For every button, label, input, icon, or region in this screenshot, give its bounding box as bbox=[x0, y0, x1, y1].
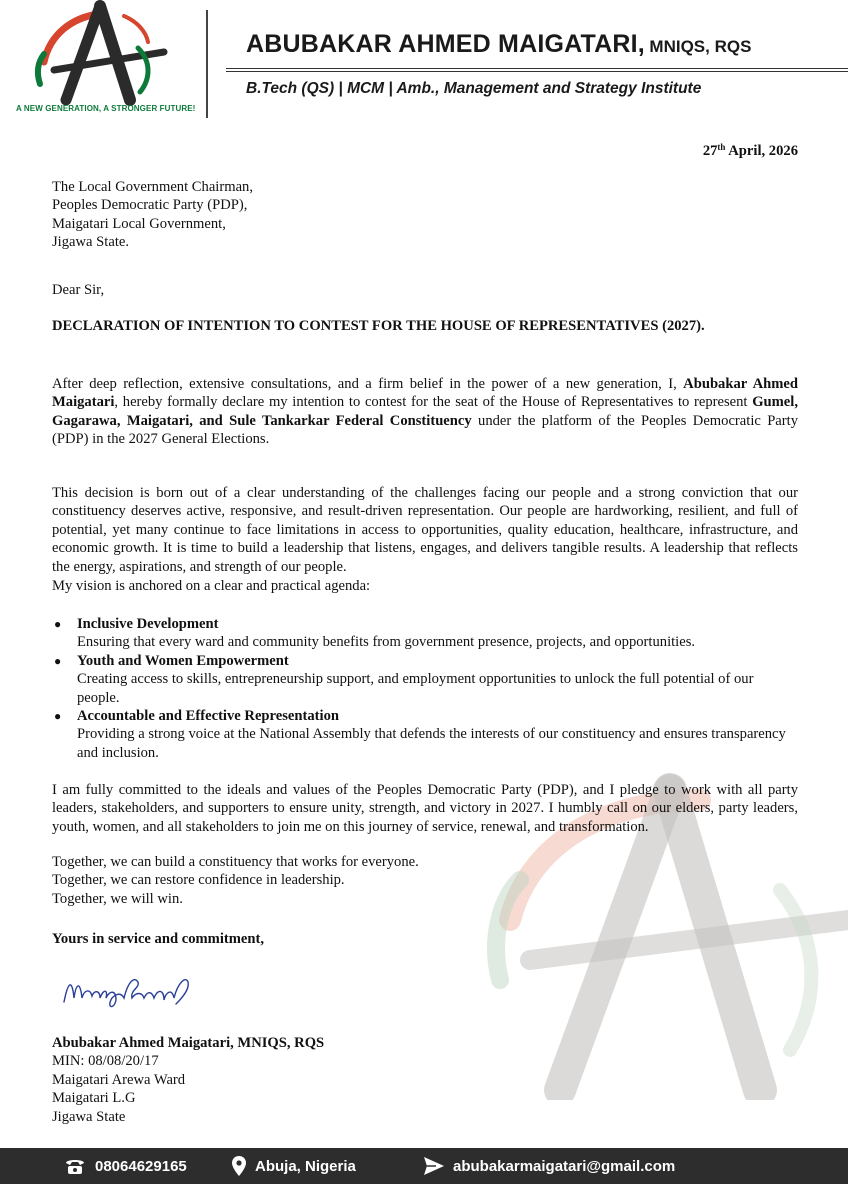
header-rule bbox=[226, 68, 848, 73]
recipient-line: The Local Government Chairman, bbox=[52, 179, 253, 195]
recipient-line: Maigatari Local Government, bbox=[52, 215, 226, 232]
agenda-title: Youth and Women Empowerment bbox=[77, 652, 289, 669]
header-name bbox=[246, 30, 751, 59]
valediction: Yours in service and commitment, bbox=[52, 931, 264, 947]
date-day: 27 bbox=[702, 143, 718, 159]
footer-bar bbox=[0, 1148, 848, 1184]
agenda-title: Inclusive Development bbox=[77, 616, 219, 632]
signature bbox=[60, 968, 200, 1012]
closing-line: Together, we can restore confidence in leadership. bbox=[52, 872, 345, 889]
header-credentials: MNIQS, RQS bbox=[649, 37, 752, 56]
send-icon bbox=[424, 1157, 444, 1175]
paragraph-vision: My vision is anchored on a clear and practical agenda: bbox=[52, 578, 371, 594]
agenda-text: Creating access to skills, entrepreneurship support, and employment opportunities to unlock the full potential of our people. bbox=[77, 671, 754, 706]
bullet: ● bbox=[54, 617, 62, 631]
header-name-text: ABUBAKAR AHMED MAIGATARI, bbox=[246, 30, 645, 58]
phone-text: 08064629165 bbox=[95, 1157, 187, 1175]
phone-icon bbox=[64, 1157, 86, 1175]
logo-a-icon bbox=[14, 0, 194, 118]
email-text: abubakarmaigatari@gmail.com bbox=[453, 1157, 676, 1175]
date-suffix: th bbox=[717, 142, 726, 152]
signer-block bbox=[52, 1034, 324, 1126]
header-divider bbox=[206, 10, 208, 118]
signer-detail: Maigatari Arewa Ward bbox=[52, 1071, 186, 1088]
date-rest: April, 2026 bbox=[725, 143, 798, 159]
tagline: A NEW GENERATION, A STRONGER FUTURE! bbox=[16, 104, 196, 113]
signer-name: Abubakar Ahmed Maigatari, MNIQS, RQS bbox=[52, 1035, 325, 1051]
agenda-list bbox=[52, 615, 798, 762]
header-subtitle: B.Tech (QS) | MCM | Amb., Management and Strategy Institute bbox=[246, 80, 702, 97]
bullet: ● bbox=[54, 653, 62, 668]
p1-name: Abubakar Ahmed Maigatari bbox=[52, 376, 799, 411]
recipient-line: Jigawa State. bbox=[52, 234, 130, 251]
salutation: Dear Sir, bbox=[52, 282, 105, 298]
closing-line: Together, we will win. bbox=[52, 890, 183, 907]
closing-lines bbox=[52, 853, 419, 908]
p1-text: After deep reflection, extensive consultations, and a firm belief in the power of a new generation, I, bbox=[52, 376, 684, 392]
agenda-text: Providing a strong voice at the National Assembly that defends the interests of our constituency and ensures transparency and inclusion. bbox=[77, 726, 786, 761]
paragraph-commitment: I am fully committed to the ideals and values of the Peoples Democratic Party (PDP), and I pledge to work with all party leaders, stakeholders, and supporters to ensure unity, strength, and victory in 2027. I humbly call on our elders, party leaders, youth, women, and all stakeholders to join me on this journey of service, renewal, and transformation. bbox=[52, 782, 798, 835]
paragraph-declaration bbox=[52, 375, 798, 449]
footer-phone bbox=[64, 1148, 187, 1184]
closing-line: Together, we can build a constituency that works for everyone. bbox=[52, 854, 419, 870]
footer-location bbox=[232, 1148, 356, 1184]
agenda-item bbox=[52, 652, 798, 707]
recipient-line: Peoples Democratic Party (PDP), bbox=[52, 197, 248, 214]
footer-strip bbox=[0, 1184, 848, 1199]
letterhead bbox=[0, 0, 848, 128]
location-text: Abuja, Nigeria bbox=[255, 1157, 356, 1175]
bullet: ● bbox=[54, 709, 62, 724]
agenda-title: Accountable and Effective Representation bbox=[77, 708, 339, 725]
location-pin-icon bbox=[232, 1156, 246, 1176]
recipient-address bbox=[52, 178, 798, 252]
agenda-text: Ensuring that every ward and community benefits from government presence, projects, and opportunities. bbox=[77, 634, 696, 651]
signer-detail: Maigatari L.G bbox=[52, 1090, 136, 1107]
p1-text: , hereby formally declare my intention to contest for the seat of the House of Representatives to represent bbox=[114, 394, 753, 411]
letter-date bbox=[52, 138, 798, 160]
p1-text: under the platform of the Peoples Democratic Party (PDP) in the 2027 General Elections. bbox=[52, 412, 798, 448]
footer-email bbox=[424, 1148, 675, 1184]
signer-detail: MIN: 08/08/20/17 bbox=[52, 1053, 159, 1070]
agenda-item bbox=[52, 615, 798, 652]
agenda-item bbox=[52, 707, 798, 762]
subject-line: DECLARATION OF INTENTION TO CONTEST FOR THE HOUSE OF REPRESENTATIVES (2027). bbox=[52, 318, 705, 334]
signer-detail: Jigawa State bbox=[52, 1108, 126, 1125]
p1-constituency: Gumel, Gagarawa, Maigatari, and Sule Tankarkar Federal Constituency bbox=[52, 394, 798, 429]
paragraph-reason: This decision is born out of a clear understanding of the challenges facing our people and a strong conviction that our constituency deserves active, responsive, and result-driven representation. Our people are hardworking, resilient, and full of potential, yet many continue to face limitations in access to opportunities, quality education, healthcare, infrastructure, and economic growth. It is time to build a leadership that listens, engages, and delivers tangible results. A leadership that reflects the energy, aspirations, and strength of our people. bbox=[52, 485, 798, 575]
